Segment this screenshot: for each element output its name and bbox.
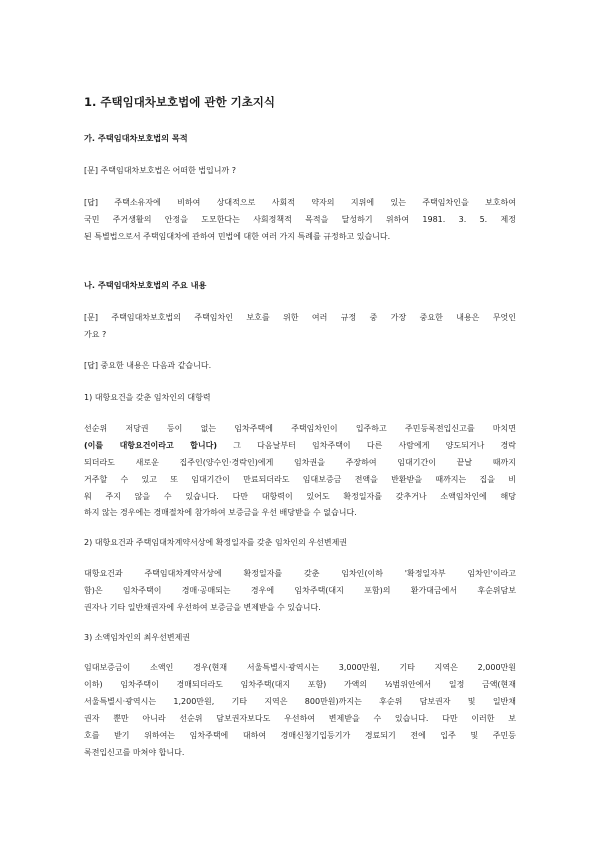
item1-line xyxy=(84,440,516,451)
section-b-heading: 나. 주택임대차보호법의 주요 내용 xyxy=(84,280,207,290)
item3-line: 록전입신고를 마쳐야 합니다. xyxy=(84,748,185,757)
item2-line: 대항요건과 주택임대차계약서상에 확정일자를 갖춘 임차인(이하 '확정일자부 임차인'이라고 xyxy=(84,569,516,578)
item3-line: 서울특별시·광역시는 1,200만원, 기타 지역은 800만원)까지는 후순위 담보권자 및 일반채 xyxy=(84,697,516,706)
item2-line: 함)은 임차주택이 경매·공매되는 경우에 임차주택(대지 포함)의 환가대금에서 후순위담보 xyxy=(84,586,516,595)
section-a-answer-line: [답] 주택소유자에 비하여 상대적으로 사회적 약자의 지위에 있는 주택임차인을 보호하여 xyxy=(84,198,516,207)
section-a-question: [문] 주택임대차보호법은 어떠한 법입니까 ? xyxy=(84,166,237,175)
item3-line: 임대보증금이 소액인 경우(현재 서울특별시·광역시는 3,000만원, 기타 지역은 2,000만원 xyxy=(84,663,516,672)
item1-line: 워 주지 않을 수 있습니다. 다만 대항력이 있어도 확정일자를 갖추거나 소액임차인에 해당 xyxy=(84,492,516,501)
item2-title: 2) 대항요건과 주택임대차계약서상에 확정일자를 갖춘 임차인의 우선변제권 xyxy=(84,538,348,547)
section-b-answer-intro: [답] 중요한 내용은 다음과 같습니다. xyxy=(84,361,212,370)
item1-title: 1) 대항요건을 갖춘 임차인의 대항력 xyxy=(84,393,211,402)
item1-line-rest: 그 다음날부터 임차주택이 다른 사람에게 양도되거나 경락 xyxy=(216,441,516,450)
item1-bold-phrase: (이를 대항요건이라고 합니다) xyxy=(84,441,217,450)
section-a-answer-line: 된 특별법으로서 주택임대차에 관하여 민법에 대한 여러 가지 특례를 규정하고 있습니다. xyxy=(84,232,391,241)
item3-line: 호를 받기 위하여는 임차주택에 대하여 경매신청기입등기가 경료되기 전에 입주 및 주민등 xyxy=(84,731,516,740)
item1-line: 하지 않는 경우에는 경매절차에 참가하여 보증금을 우선 배당받을 수 없습니다. xyxy=(84,508,357,517)
item3-title: 3) 소액임차인의 최우선변제권 xyxy=(84,633,191,642)
section-b-question-line: [문] 주택임대차보호법의 주택임차인 보호를 위한 여러 규정 중 가장 중요한 내용은 무엇인 xyxy=(84,313,516,322)
item2-line: 권자나 기타 일반채권자에 우선하여 보증금을 변제받을 수 있습니다. xyxy=(84,603,321,612)
item1-line: 선순위 저당권 등이 없는 임차주택에 주택임차인이 입주하고 주민등록전입신고를 마치면 xyxy=(84,424,516,433)
item3-line: 이하) 임차주택이 경매되더라도 임차주택(대지 포함) 가액의 ½범위안에서 일정 금액(현재 xyxy=(84,680,516,689)
section-a-heading: 가. 주택임대차보호법의 목적 xyxy=(84,133,188,143)
page-title: 1. 주택임대차보호법에 관한 기초지식 xyxy=(84,95,276,109)
section-b-question-line: 가요 ? xyxy=(84,330,107,339)
section-a-answer-line: 국민 주거생활의 안정을 도모한다는 사회정책적 목적을 달성하기 위하여 1981. 3. 5. 제정 xyxy=(84,215,516,224)
item1-line: 거주할 수 있고 또 임대기간이 만료되더라도 임대보증금 전액을 반환받을 때까지는 집을 비 xyxy=(84,475,516,484)
item1-line: 되더라도 새로운 집주인(양수인·경락인)에게 임차권을 주장하여 임대기간이 끝날 때까지 xyxy=(84,458,516,467)
item3-line: 권자 뿐만 아니라 선순위 담보권자보다도 우선하여 변제받을 수 있습니다. 다만 이러한 보 xyxy=(84,714,516,723)
